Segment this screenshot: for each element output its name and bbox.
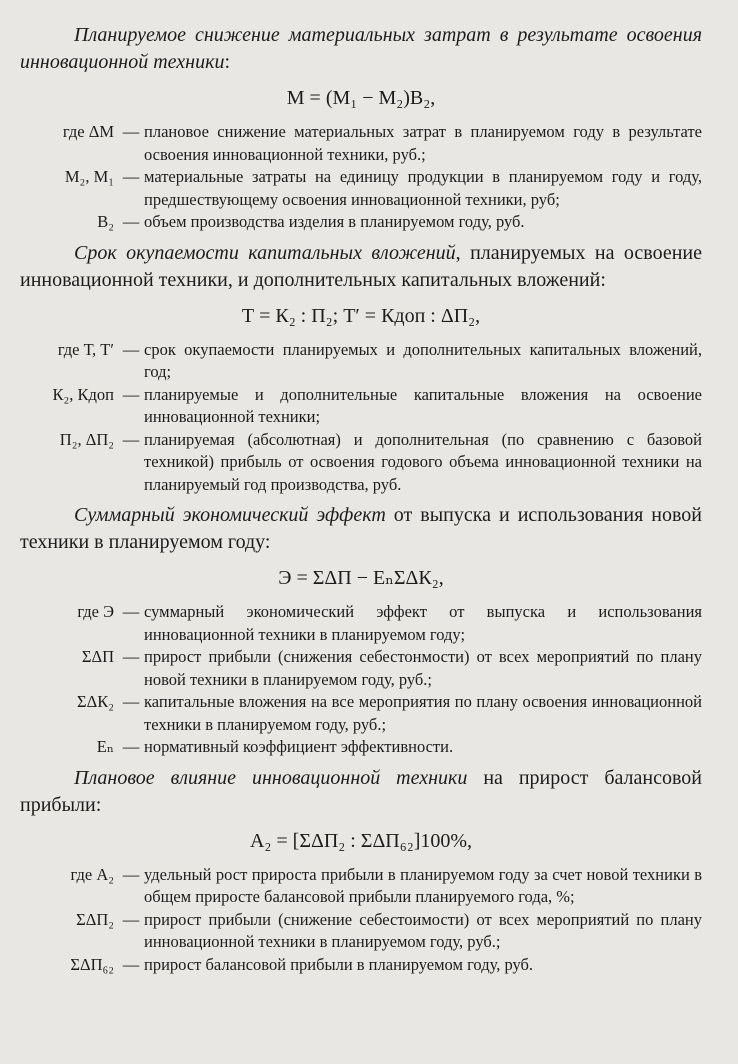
def-description: прирост прибыли (снижение себестоимости) от всех мероприятий по плану инновационной техники в планируемом году, руб.;: [144, 909, 702, 951]
heading-planned-influence: Плановое влияние инновационной техники: [74, 766, 468, 789]
def-dash: —: [122, 692, 140, 711]
def-term: ΣΔП: [81, 647, 114, 666]
formula-planned-influence: А₂ = [ΣΔП₂ : ΣΔП₆₂]100%,: [249, 829, 473, 852]
paragraph-payback: Срок окупаемости капитальных вложений, планируемых на освоение инновационной техники, и дополнительных капитальных вложений:: [20, 241, 702, 291]
def-dash: —: [122, 602, 140, 621]
def-term: М₂, М₁: [64, 167, 114, 186]
def-dash: —: [122, 429, 140, 449]
heading-payback: Срок окупаемости капитальных вложений: [74, 241, 456, 264]
def-term: К₂, Кдоп: [52, 384, 114, 404]
def-description: прирост балансовой прибыли в планируемом году, руб.: [144, 954, 534, 974]
def-term: где Т, Т′: [57, 339, 114, 359]
definitions-payback: [20, 339, 702, 497]
def-description: материальные затраты на единицу продукции в планируемом году и году, предшествующему освоения инновационной техники, руб;: [144, 167, 702, 209]
heading-economic-effect: Суммарный экономический эффект: [74, 504, 386, 526]
def-description: удельный рост прироста прибыли в планируемом году за счет новой техники в общем приросте балансовой прибыли планируемого года, %;: [144, 864, 702, 906]
definitions-planned-influence: [20, 864, 702, 977]
def-term: Eₙ: [96, 737, 114, 756]
paragraph-planned-influence: Плановое влияние инновационной техники на прирост балансовой прибыли:: [20, 766, 702, 816]
def-dash: —: [122, 909, 140, 929]
def-description: плановое снижение материальных затрат в планируемом году в результате освоения инновационной техники, руб.;: [144, 122, 702, 164]
formula-payback: Т = К₂ : П₂; Т′ = Кдоп : ΔП₂,: [241, 304, 481, 327]
def-dash: —: [122, 864, 140, 884]
def-description: нормативный коэффициент эффективности.: [144, 737, 454, 756]
def-dash: —: [122, 212, 140, 231]
def-term: где А₂: [70, 864, 114, 884]
definitions-economic-effect: [20, 601, 702, 759]
def-description: суммарный экономический эффект от выпуска и использования инновационной техники в планируемом году;: [144, 602, 702, 644]
def-description: срок окупаемости планируемых и дополнительных капитальных вложений, год;: [144, 339, 702, 381]
formula-material-costs: М = (М₁ − М₂)В₂,: [286, 87, 436, 109]
def-term: П₂, ΔП₂: [59, 429, 114, 449]
paragraph-economic-effect: Суммарный экономический эффект от выпуска и использования новой техники в планируемом году:: [20, 504, 702, 553]
def-dash: —: [122, 167, 140, 186]
heading-material-costs: Планируемое снижение материальных затрат в результате освоения инновационной техники: [20, 24, 702, 73]
def-term: где ΔМ: [62, 122, 114, 141]
def-term: ΣΔП₂: [76, 909, 114, 929]
def-dash: —: [122, 384, 140, 404]
def-dash: —: [122, 954, 140, 974]
def-description: планируемая (абсолютная) и дополнительная (по сравнению с базовой техникой) прибыль от освоения годового объема инновационной техники на планируемый год производства, руб.: [144, 429, 702, 494]
def-description: объем производства изделия в планируемом году, руб.: [144, 212, 525, 231]
def-term: В₂: [97, 212, 114, 231]
def-dash: —: [122, 122, 140, 141]
paragraph-material-costs: Планируемое снижение материальных затрат в результате освоения инновационной техники:: [20, 24, 702, 73]
def-dash: —: [122, 339, 140, 359]
definitions-material-costs: [20, 121, 702, 234]
def-description: капитальные вложения на все мероприятия по плану освоения инновационной техники в планируемом году, руб.;: [144, 692, 702, 734]
def-dash: —: [122, 647, 140, 666]
def-term: где Э: [77, 602, 114, 621]
def-description: планируемые и дополнительные капитальные вложения на освоение инновационной техники;: [144, 384, 702, 426]
def-term: ΣΔК₂: [77, 692, 114, 711]
def-term: ΣΔП₆₂: [70, 954, 114, 974]
def-description: прирост прибыли (снижения себестонмости) от всех мероприятий по плану новой техники в планируемом году, руб.;: [144, 647, 702, 689]
def-dash: —: [122, 737, 140, 756]
formula-economic-effect: Э = ΣΔП − EₙΣΔК₂,: [278, 567, 444, 589]
